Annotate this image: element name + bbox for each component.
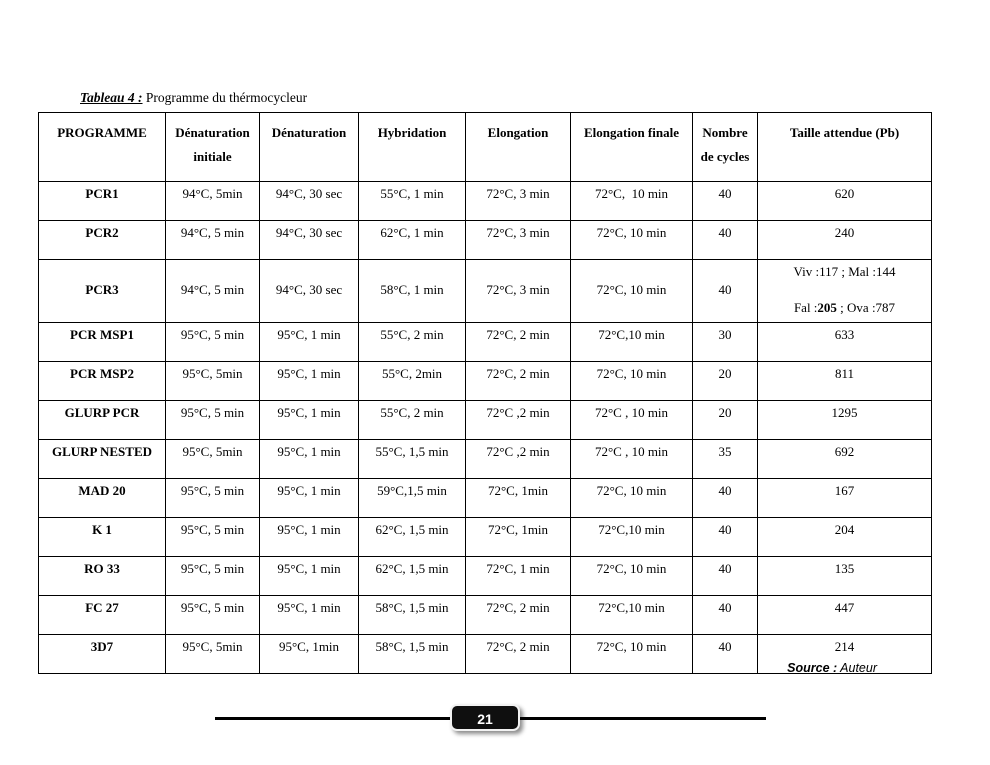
column-header: Dénaturation initiale: [166, 113, 260, 182]
table-row: [39, 260, 932, 323]
table-cell: 94°C, 30 sec: [260, 221, 359, 260]
table-cell: 95°C, 1 min: [260, 323, 359, 362]
table-cell: 692: [758, 440, 932, 479]
table-cell: 72°C , 10 min: [571, 401, 693, 440]
table-cell: 95°C, 5 min: [166, 479, 260, 518]
table-cell: 95°C, 1 min: [260, 479, 359, 518]
table-cell: 72°C,10 min: [571, 518, 693, 557]
table-row: [39, 557, 932, 596]
programme-cell: FC 27: [39, 596, 166, 635]
table-cell: 72°C, 3 min: [466, 221, 571, 260]
table-cell: 447: [758, 596, 932, 635]
table-cell: 55°C, 2 min: [359, 323, 466, 362]
column-header: Hybridation: [359, 113, 466, 182]
table-cell: 72°C , 10 min: [571, 440, 693, 479]
table-cell: 94°C, 5 min: [166, 260, 260, 323]
table-cell: 135: [758, 557, 932, 596]
table-row: [39, 401, 932, 440]
table-row: [39, 182, 932, 221]
table-cell: 72°C, 10 min: [571, 557, 693, 596]
table-cell: 95°C, 5 min: [166, 557, 260, 596]
table-caption-label: Tableau 4 :: [80, 90, 143, 105]
table-cell: 72°C,10 min: [571, 323, 693, 362]
table-cell: 72°C ,2 min: [466, 440, 571, 479]
column-header: Elongation finale: [571, 113, 693, 182]
table-cell: 40: [693, 596, 758, 635]
table-cell: 94°C, 5min: [166, 182, 260, 221]
table-cell: 95°C, 1 min: [260, 557, 359, 596]
column-header: Nombre de cycles: [693, 113, 758, 182]
table-row: [39, 596, 932, 635]
table-cell: 72°C, 1min: [466, 518, 571, 557]
table-cell: 40: [693, 182, 758, 221]
programme-cell: PCR3: [39, 260, 166, 323]
table-cell: 20: [693, 362, 758, 401]
table-cell: 72°C, 2 min: [466, 635, 571, 674]
table-cell: 95°C, 1min: [260, 635, 359, 674]
table-cell: 72°C,10 min: [571, 596, 693, 635]
table-cell: 94°C, 30 sec: [260, 260, 359, 323]
table-cell: 214: [758, 635, 932, 674]
table-cell: 95°C, 5 min: [166, 323, 260, 362]
programme-cell: K 1: [39, 518, 166, 557]
table-row: [39, 440, 932, 479]
table-cell: 95°C, 5min: [166, 362, 260, 401]
table-cell: 95°C, 5 min: [166, 518, 260, 557]
table-body: [39, 182, 932, 674]
table-cell: 58°C, 1,5 min: [359, 596, 466, 635]
table-cell: 167: [758, 479, 932, 518]
table-cell: 55°C, 1 min: [359, 182, 466, 221]
table-row: [39, 479, 932, 518]
programme-cell: 3D7: [39, 635, 166, 674]
table-cell: 62°C, 1 min: [359, 221, 466, 260]
table-cell: 72°C, 3 min: [466, 260, 571, 323]
table-cell: 72°C, 2 min: [466, 362, 571, 401]
source-text: Auteur: [837, 661, 877, 675]
table-cell: 72°C, 10 min: [571, 260, 693, 323]
table-row: [39, 323, 932, 362]
table-cell: 1295: [758, 401, 932, 440]
table-cell: 72°C, 10 min: [571, 479, 693, 518]
programme-cell: PCR MSP2: [39, 362, 166, 401]
column-header: Dénaturation: [260, 113, 359, 182]
table-cell: 72°C, 10 min: [571, 182, 693, 221]
page-footer: [0, 700, 990, 740]
table-cell: 40: [693, 635, 758, 674]
table-cell: 62°C, 1,5 min: [359, 518, 466, 557]
table-cell: 95°C, 1 min: [260, 518, 359, 557]
table-cell: 72°C, 10 min: [571, 635, 693, 674]
table-cell: 94°C, 5 min: [166, 221, 260, 260]
table-cell: 72°C, 1min: [466, 479, 571, 518]
table-caption: [80, 90, 307, 106]
table-cell: 95°C, 5min: [166, 635, 260, 674]
programme-cell: RO 33: [39, 557, 166, 596]
table-cell: 40: [693, 221, 758, 260]
thermocycler-program-table: [38, 112, 932, 674]
table-cell: 40: [693, 557, 758, 596]
table-header-row: [39, 113, 932, 182]
table-cell: 94°C, 30 sec: [260, 182, 359, 221]
source-label: Source :: [787, 661, 838, 675]
table-cell: 40: [693, 518, 758, 557]
table-cell: 95°C, 1 min: [260, 362, 359, 401]
table-cell: 95°C, 5 min: [166, 596, 260, 635]
table-cell: 72°C, 2 min: [466, 596, 571, 635]
programme-cell: PCR MSP1: [39, 323, 166, 362]
table-cell: 72°C, 2 min: [466, 323, 571, 362]
column-header: Elongation: [466, 113, 571, 182]
source-note: [38, 661, 877, 675]
table-cell: 72°C ,2 min: [466, 401, 571, 440]
table-cell: 40: [693, 260, 758, 323]
table-cell: 72°C, 10 min: [571, 221, 693, 260]
column-header: PROGRAMME: [39, 113, 166, 182]
table-cell: 55°C, 1,5 min: [359, 440, 466, 479]
table-cell: 55°C, 2min: [359, 362, 466, 401]
table-cell: 72°C, 10 min: [571, 362, 693, 401]
programme-cell: GLURP PCR: [39, 401, 166, 440]
programme-cell: MAD 20: [39, 479, 166, 518]
table-cell: 95°C, 5 min: [166, 401, 260, 440]
programme-cell: PCR2: [39, 221, 166, 260]
table-cell: 95°C, 1 min: [260, 440, 359, 479]
table-cell: 240: [758, 221, 932, 260]
table-cell: 58°C, 1,5 min: [359, 635, 466, 674]
table-cell: 58°C, 1 min: [359, 260, 466, 323]
table-caption-text: Programme du thérmocycleur: [142, 90, 308, 105]
table-cell: 95°C, 1 min: [260, 596, 359, 635]
table-row: [39, 518, 932, 557]
table-cell: 620: [758, 182, 932, 221]
table-row: [39, 221, 932, 260]
table-cell: 633: [758, 323, 932, 362]
table-cell: 40: [693, 479, 758, 518]
table-cell: 72°C, 3 min: [466, 182, 571, 221]
table-cell: 204: [758, 518, 932, 557]
programme-cell: PCR1: [39, 182, 166, 221]
table-cell: 30: [693, 323, 758, 362]
table-cell: 55°C, 2 min: [359, 401, 466, 440]
table-cell: 20: [693, 401, 758, 440]
column-header: Taille attendue (Pb): [758, 113, 932, 182]
table-cell: 811: [758, 362, 932, 401]
table-row: [39, 362, 932, 401]
programme-cell: GLURP NESTED: [39, 440, 166, 479]
table-cell: Viv :117 ; Mal :144 Fal :205 ; Ova :787: [758, 260, 932, 323]
table-cell: 62°C, 1,5 min: [359, 557, 466, 596]
table-cell: 95°C, 5min: [166, 440, 260, 479]
table-cell: 95°C, 1 min: [260, 401, 359, 440]
page-number-badge: 21: [450, 704, 520, 731]
table-cell: 72°C, 1 min: [466, 557, 571, 596]
table-cell: 35: [693, 440, 758, 479]
table-cell: 59°C,1,5 min: [359, 479, 466, 518]
